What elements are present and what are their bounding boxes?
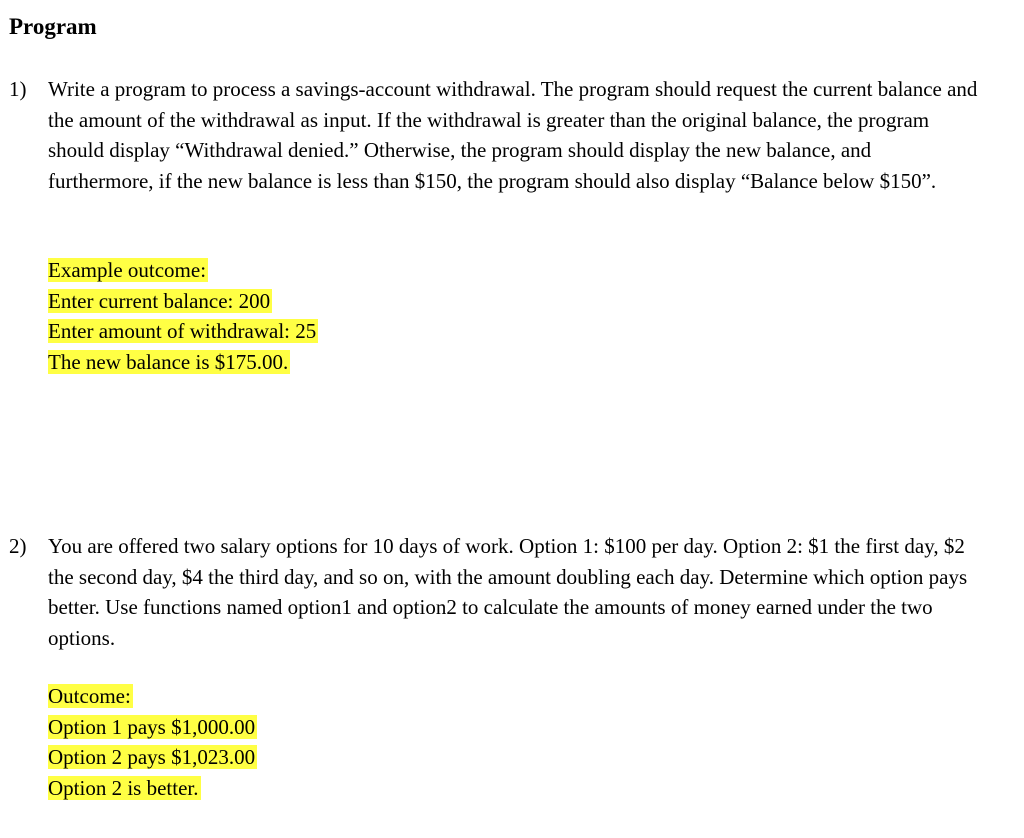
outcome [48, 681, 257, 803]
outcome-line: Example outcome: [48, 258, 207, 282]
outcome-line: Enter amount of withdrawal: 25 [48, 319, 317, 343]
problem-text: Write a program to process a savings-account withdrawal. The program should request the current balance and the amount of the withdrawal as input. If the withdrawal is greater than the original balance, the program should display “Withdrawal denied.” Otherwise, the program should display the new balance, and furthermore, if the new balance is less than $150, the program should also display “Balance below $150”. [48, 77, 978, 193]
outcome-line: Option 2 pays $1,023.00 [48, 745, 256, 769]
outcome-line: Enter current balance: 200 [48, 288, 271, 313]
outcome-line: The new balance is $175.00. [48, 349, 289, 374]
example-outcome [48, 255, 318, 377]
outcome-line: Outcome: [48, 684, 131, 708]
outcome-line: Option 2 is better. [48, 775, 199, 800]
problem-number: 2) [9, 534, 27, 558]
outcome-line: Option 1 pays $1,000.00 [48, 714, 256, 739]
problem-text: You are offered two salary options for 10 days of work. Option 1: $100 per day. Option 2: $1 the first day, $2 the second day, $4 the third day, and so on, with the amount doubling each day. Determine which option pays better. Use functions named option1 and option2 to calculate the amounts of money earned under the two options. [48, 534, 968, 650]
page-title: Program [9, 14, 97, 39]
problem-number: 1) [9, 77, 27, 101]
